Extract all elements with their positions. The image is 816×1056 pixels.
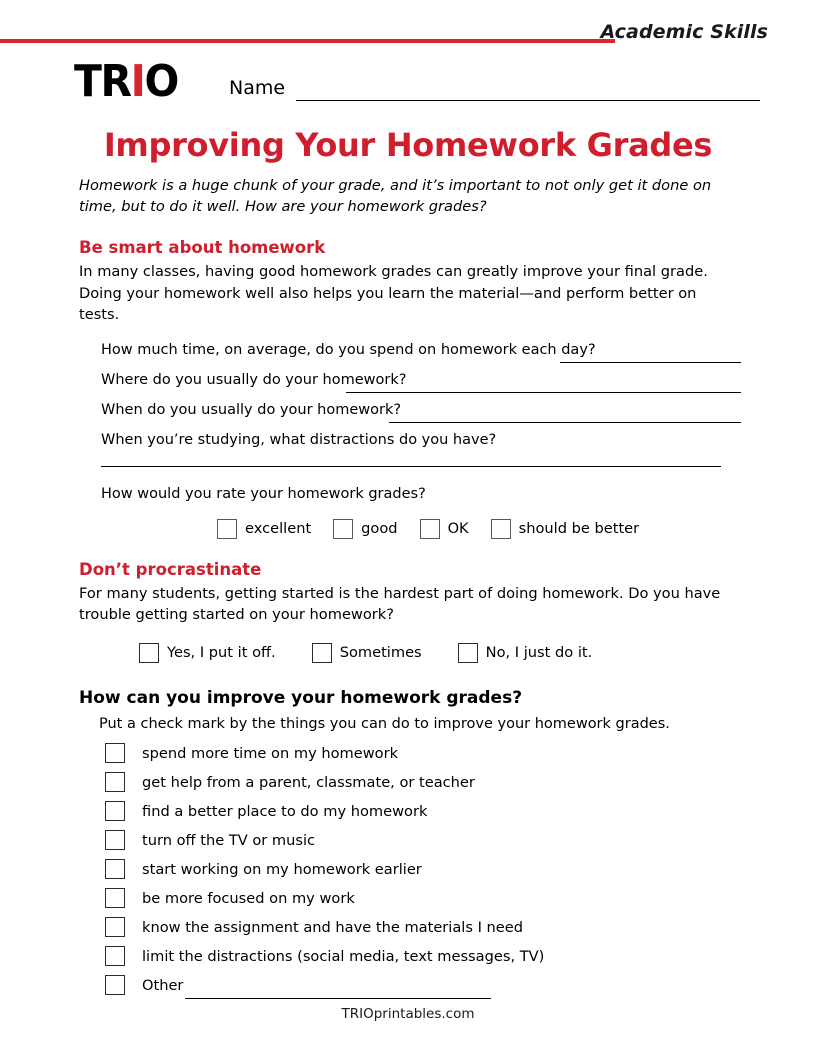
section-paragraph-procrastinate: For many students, getting started is the hardest part of doing homework. Do you have trouble getting started on your homework? [79,584,721,624]
list-item[interactable] [105,917,739,946]
question-text: How much time, on average, do you spend on homework each day? [101,341,596,358]
checkbox-icon[interactable] [420,519,440,539]
section-heading-improve: How can you improve your homework grades? [79,688,523,709]
option-label: Yes, I put it off. [167,644,276,662]
rating-option-excellent[interactable] [217,519,311,539]
trio-logo-part-2: O [144,56,178,107]
list-item-label: start working on my homework earlier [142,861,422,879]
trio-logo [74,56,178,107]
trio-logo-red-i: I [130,56,145,107]
list-item-label: Other [142,977,184,995]
checklist-instruction: Put a check mark by the things you can do to improve your homework grades. [99,716,670,733]
list-item[interactable] [105,888,739,917]
rating-option-ok[interactable] [420,519,469,539]
answer-line[interactable] [346,392,741,393]
question-row [101,399,739,429]
name-label: Name [229,77,286,99]
checkbox-icon[interactable] [105,830,125,850]
checkbox-icon[interactable] [105,975,125,995]
list-item-label: get help from a parent, classmate, or teacher [142,774,475,792]
checkbox-icon[interactable] [105,772,125,792]
checkbox-icon[interactable] [491,519,511,539]
rating-option-good[interactable] [333,519,397,539]
checkbox-icon[interactable] [458,643,478,663]
procrastinate-options-row [79,643,739,663]
question-row [101,339,739,369]
checkbox-icon[interactable] [105,946,125,966]
procrastinate-option-sometimes[interactable] [312,643,422,663]
option-label: good [361,519,398,537]
option-label: OK [447,519,469,537]
checkbox-icon[interactable] [333,519,353,539]
list-item-label: find a better place to do my homework [142,803,428,821]
answer-line[interactable] [560,362,741,363]
rating-question-text: How would you rate your homework grades? [101,485,426,502]
other-answer-line[interactable] [185,998,491,999]
list-item-label: know the assignment and have the materials I need [142,919,524,937]
question-block-be-smart [79,339,739,539]
procrastinate-option-yes[interactable] [139,643,276,663]
worksheet-content [79,176,739,1004]
checkbox-icon[interactable] [105,801,125,821]
trio-logo-part-1: TR [74,56,131,107]
list-item-other[interactable] [105,975,739,1004]
rating-question-row [101,483,739,509]
question-text: Where do you usually do your homework? [101,371,407,388]
footer-url: TRIOprintables.com [341,1006,475,1022]
option-label: Sometimes [339,644,422,662]
section-paragraph-be-smart: In many classes, having good homework grades can greatly improve your final grade. Doing your homework well also helps you learn the material—and perform better on tests. [79,263,708,323]
question-row [101,369,739,399]
list-item[interactable] [105,859,739,888]
answer-line[interactable] [389,422,741,423]
checkbox-icon[interactable] [312,643,332,663]
page-title: Improving Your Homework Grades [103,126,713,164]
list-item-label: turn off the TV or music [142,832,316,850]
checkbox-icon[interactable] [217,519,237,539]
list-item[interactable] [105,743,739,772]
checkbox-icon[interactable] [105,888,125,908]
list-item[interactable] [105,801,739,830]
section-heading-be-smart: Be smart about homework [79,238,326,258]
option-label: No, I just do it. [485,644,593,662]
checkbox-icon[interactable] [139,643,159,663]
list-item[interactable] [105,946,739,975]
checkbox-icon[interactable] [105,859,125,879]
checkbox-icon[interactable] [105,917,125,937]
logo-and-name-row [74,56,764,108]
list-item[interactable] [105,772,739,801]
rating-options-row [101,519,739,539]
improvement-checklist [79,743,739,1004]
list-item-label: spend more time on my homework [142,745,399,763]
question-row [101,429,739,455]
procrastinate-option-no[interactable] [458,643,593,663]
answer-line[interactable] [101,466,721,467]
checkbox-icon[interactable] [105,743,125,763]
name-input-line[interactable] [296,100,760,101]
rating-option-should-be-better[interactable] [491,519,640,539]
question-text: When you’re studying, what distractions do you have? [101,431,497,448]
question-text: When do you usually do your homework? [101,401,402,418]
option-label: excellent [245,519,312,537]
list-item[interactable] [105,830,739,859]
header-accent-rule [0,39,615,43]
option-label: should be better [518,519,640,537]
intro-paragraph: Homework is a huge chunk of your grade, and it’s important to not only get it done on time, but to do it well. How are your homework grades? [79,177,712,215]
list-item-label: be more focused on my work [142,890,355,908]
section-heading-procrastinate: Don’t procrastinate [79,559,262,579]
category-label: Academic Skills [600,21,768,43]
list-item-label: limit the distractions (social media, text messages, TV) [142,948,545,966]
